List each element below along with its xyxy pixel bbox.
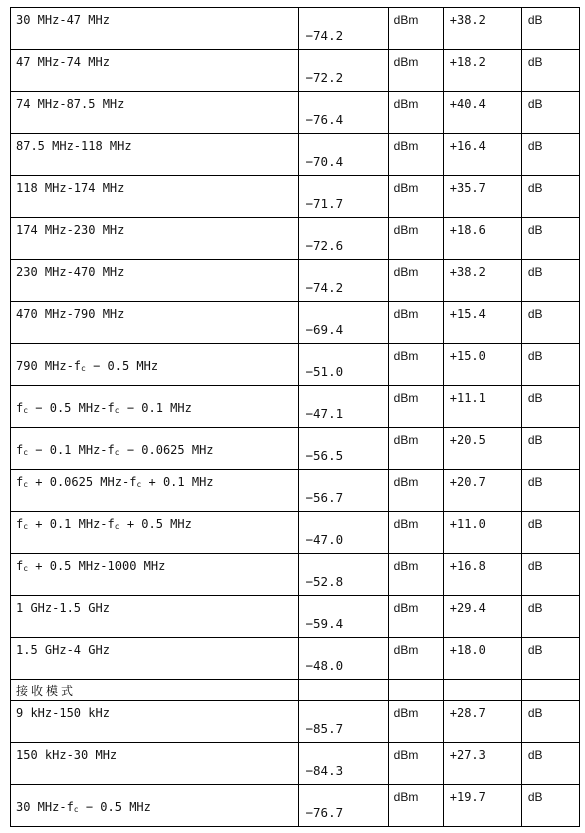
frequency-part: − 0.5 MHz (85, 359, 159, 373)
level-unit: dBm (393, 391, 419, 405)
margin-cell (443, 134, 521, 176)
margin-value: +28.7 (449, 706, 486, 720)
frequency-range: 1 GHz-1.5 GHz (16, 601, 110, 615)
table-row (11, 743, 580, 785)
level-cell (298, 260, 388, 302)
unit-cell (521, 638, 579, 680)
margin-unit: dB (527, 748, 543, 762)
margin-value: +18.0 (449, 643, 486, 657)
margin-value: +35.7 (449, 181, 486, 195)
margin-value: +20.5 (449, 433, 486, 447)
frequency-range: 230 MHz-470 MHz (16, 265, 125, 279)
empty-cell (388, 680, 443, 701)
frequency-range (16, 359, 158, 373)
unit-cell (388, 743, 443, 785)
level-value: −74.2 (305, 280, 344, 295)
unit-cell (388, 785, 443, 827)
table-row (11, 470, 580, 512)
frequency-part: + 0.5 MHz (119, 517, 192, 531)
frequency-range: 118 MHz-174 MHz (16, 181, 125, 195)
margin-cell (443, 470, 521, 512)
level-unit: dBm (393, 475, 419, 489)
unit-cell (521, 512, 579, 554)
frequency-part: + 0.1 MHz-f (28, 517, 115, 531)
unit-cell (388, 638, 443, 680)
margin-unit: dB (527, 139, 543, 153)
level-value: −76.7 (305, 805, 344, 820)
level-unit: dBm (393, 559, 419, 573)
margin-cell (443, 596, 521, 638)
level-unit: dBm (393, 601, 419, 615)
frequency-cell (11, 596, 299, 638)
frequency-part: f (16, 559, 24, 573)
level-value: −48.0 (305, 658, 344, 673)
empty-cell (443, 680, 521, 701)
level-cell (298, 554, 388, 596)
margin-unit: dB (527, 559, 543, 573)
level-value: −71.7 (305, 196, 344, 211)
margin-value: +11.0 (449, 517, 486, 531)
margin-value: +38.2 (449, 265, 486, 279)
frequency-range: 30 MHz-47 MHz (16, 13, 110, 27)
table-row (11, 218, 580, 260)
unit-cell (521, 8, 579, 50)
unit-cell (388, 344, 443, 386)
frequency-cell (11, 386, 299, 428)
table-row (11, 344, 580, 386)
unit-cell (521, 596, 579, 638)
level-unit: dBm (393, 643, 419, 657)
frequency-range (16, 475, 214, 489)
margin-value: +16.8 (449, 559, 486, 573)
frequency-cell (11, 218, 299, 260)
level-cell (298, 638, 388, 680)
margin-cell (443, 302, 521, 344)
level-value: −56.5 (305, 448, 344, 463)
margin-unit: dB (527, 265, 543, 279)
frequency-range (16, 517, 192, 531)
margin-unit: dB (527, 601, 543, 615)
section-header-row (11, 680, 580, 701)
level-cell (298, 176, 388, 218)
unit-cell (388, 50, 443, 92)
level-value: −84.3 (305, 763, 344, 778)
frequency-subscript: c (23, 480, 29, 489)
level-value: −56.7 (305, 490, 344, 505)
table-row (11, 512, 580, 554)
frequency-part: 790 MHz-f (16, 359, 82, 373)
table-row (11, 554, 580, 596)
frequency-subscript: c (23, 522, 29, 531)
frequency-range: 9 kHz-150 kHz (16, 706, 110, 720)
level-cell (298, 701, 388, 743)
frequency-range (16, 401, 192, 415)
level-cell (298, 470, 388, 512)
frequency-part: − 0.0625 MHz (119, 443, 214, 457)
level-cell (298, 344, 388, 386)
table-row (11, 428, 580, 470)
unit-cell (521, 134, 579, 176)
margin-unit: dB (527, 643, 543, 657)
level-cell (298, 428, 388, 470)
frequency-part: f (16, 443, 24, 457)
section-header-group (11, 680, 580, 701)
table-row (11, 638, 580, 680)
unit-cell (521, 470, 579, 512)
unit-cell (521, 428, 579, 470)
margin-cell (443, 92, 521, 134)
level-cell (298, 50, 388, 92)
frequency-cell (11, 8, 299, 50)
frequency-part: f (16, 517, 24, 531)
frequency-range (16, 559, 165, 573)
margin-value: +29.4 (449, 601, 486, 615)
level-cell (298, 386, 388, 428)
margin-unit: dB (527, 349, 543, 363)
table-row (11, 50, 580, 92)
unit-cell (521, 92, 579, 134)
level-value: −85.7 (305, 721, 344, 736)
margin-value: +19.7 (449, 790, 486, 804)
margin-value: +16.4 (449, 139, 486, 153)
margin-cell (443, 8, 521, 50)
level-value: −47.1 (305, 406, 344, 421)
margin-cell (443, 344, 521, 386)
frequency-subscript: c (114, 406, 120, 415)
frequency-part: − 0.1 MHz (119, 401, 192, 415)
frequency-subscript: c (23, 564, 29, 573)
frequency-cell (11, 470, 299, 512)
frequency-range: 470 MHz-790 MHz (16, 307, 125, 321)
unit-cell (388, 218, 443, 260)
margin-value: +20.7 (449, 475, 486, 489)
level-cell (298, 743, 388, 785)
level-unit: dBm (393, 55, 419, 69)
table-row (11, 260, 580, 302)
margin-cell (443, 638, 521, 680)
level-unit: dBm (393, 181, 419, 195)
level-value: −51.0 (305, 364, 344, 379)
unit-cell (388, 134, 443, 176)
unit-cell (521, 785, 579, 827)
unit-cell (388, 386, 443, 428)
margin-unit: dB (527, 55, 543, 69)
table-row (11, 785, 580, 827)
level-unit: dBm (393, 139, 419, 153)
unit-cell (521, 386, 579, 428)
frequency-part: − 0.5 MHz (78, 800, 151, 814)
margin-cell (443, 218, 521, 260)
unit-cell (521, 260, 579, 302)
frequency-subscript: c (73, 805, 79, 814)
level-unit: dBm (393, 307, 419, 321)
unit-cell (388, 701, 443, 743)
margin-cell (443, 785, 521, 827)
unit-cell (521, 50, 579, 92)
emission-limits-table (10, 7, 580, 827)
unit-cell (521, 554, 579, 596)
margin-cell (443, 386, 521, 428)
margin-value: +38.2 (449, 13, 486, 27)
frequency-range: 87.5 MHz-118 MHz (16, 139, 132, 153)
level-unit: dBm (393, 517, 419, 531)
margin-cell (443, 743, 521, 785)
margin-value: +11.1 (449, 391, 486, 405)
frequency-cell (11, 302, 299, 344)
level-unit: dBm (393, 790, 419, 804)
margin-value: +40.4 (449, 97, 486, 111)
unit-cell (388, 554, 443, 596)
frequency-part: + 0.1 MHz (141, 475, 214, 489)
margin-cell (443, 50, 521, 92)
margin-value: +18.6 (449, 223, 486, 237)
level-cell (298, 785, 388, 827)
unit-cell (388, 470, 443, 512)
frequency-part: − 0.1 MHz-f (28, 443, 115, 457)
unit-cell (388, 260, 443, 302)
level-unit: dBm (393, 349, 419, 363)
level-unit: dBm (393, 97, 419, 111)
unit-cell (521, 176, 579, 218)
frequency-part: − 0.5 MHz-f (28, 401, 115, 415)
unit-cell (521, 344, 579, 386)
frequency-subscript: c (23, 448, 29, 457)
frequency-cell (11, 701, 299, 743)
unit-cell (388, 92, 443, 134)
frequency-cell (11, 92, 299, 134)
margin-unit: dB (527, 433, 543, 447)
table-body-lower (11, 701, 580, 827)
frequency-cell (11, 176, 299, 218)
unit-cell (388, 176, 443, 218)
level-value: −72.6 (305, 238, 344, 253)
frequency-cell (11, 344, 299, 386)
level-value: −72.2 (305, 70, 344, 85)
frequency-part: f (16, 401, 24, 415)
unit-cell (388, 428, 443, 470)
unit-cell (388, 8, 443, 50)
margin-cell (443, 554, 521, 596)
table-row (11, 596, 580, 638)
frequency-range: 1.5 GHz-4 GHz (16, 643, 110, 657)
margin-unit: dB (527, 517, 543, 531)
level-value: −69.4 (305, 322, 344, 337)
margin-unit: dB (527, 181, 543, 195)
unit-cell (388, 512, 443, 554)
margin-cell (443, 260, 521, 302)
margin-unit: dB (527, 13, 543, 27)
table-row (11, 386, 580, 428)
frequency-range: 74 MHz-87.5 MHz (16, 97, 125, 111)
table-row (11, 302, 580, 344)
unit-cell (521, 743, 579, 785)
frequency-range (16, 443, 214, 457)
frequency-range: 150 kHz-30 MHz (16, 748, 118, 762)
level-cell (298, 218, 388, 260)
margin-unit: dB (527, 790, 543, 804)
margin-value: +27.3 (449, 748, 486, 762)
margin-cell (443, 701, 521, 743)
level-unit: dBm (393, 13, 419, 27)
frequency-cell (11, 743, 299, 785)
level-cell (298, 512, 388, 554)
frequency-cell (11, 50, 299, 92)
level-value: −47.0 (305, 532, 344, 547)
frequency-part: 30 MHz-f (16, 800, 74, 814)
frequency-part: + 0.5 MHz-1000 MHz (28, 559, 166, 573)
frequency-part: + 0.0625 MHz-f (28, 475, 137, 489)
frequency-subscript: c (81, 364, 86, 373)
margin-cell (443, 428, 521, 470)
level-cell (298, 8, 388, 50)
frequency-range: 174 MHz-230 MHz (16, 223, 125, 237)
level-cell (298, 302, 388, 344)
level-unit: dBm (393, 706, 419, 720)
level-unit: dBm (393, 223, 419, 237)
margin-unit: dB (527, 391, 543, 405)
frequency-cell (11, 512, 299, 554)
unit-cell (388, 596, 443, 638)
frequency-cell (11, 428, 299, 470)
level-value: −70.4 (305, 154, 344, 169)
margin-cell (443, 512, 521, 554)
frequency-subscript: c (114, 448, 120, 457)
level-cell (298, 92, 388, 134)
unit-cell (388, 302, 443, 344)
level-unit: dBm (393, 748, 419, 762)
unit-cell (521, 218, 579, 260)
section-title: 接收模式 (16, 684, 77, 698)
table-row (11, 176, 580, 218)
empty-cell (298, 680, 388, 701)
unit-cell (521, 701, 579, 743)
frequency-cell (11, 785, 299, 827)
level-cell (298, 596, 388, 638)
margin-unit: dB (527, 706, 543, 720)
margin-value: +18.2 (449, 55, 486, 69)
frequency-subscript: c (23, 406, 29, 415)
level-unit: dBm (393, 265, 419, 279)
level-cell (298, 134, 388, 176)
frequency-cell (11, 554, 299, 596)
margin-unit: dB (527, 97, 543, 111)
table-row (11, 701, 580, 743)
margin-cell (443, 176, 521, 218)
empty-cell (521, 680, 579, 701)
margin-value: +15.4 (449, 307, 486, 321)
frequency-subscript: c (136, 480, 142, 489)
table-row (11, 92, 580, 134)
level-value: −76.4 (305, 112, 344, 127)
frequency-cell (11, 134, 299, 176)
level-value: −52.8 (305, 574, 344, 589)
margin-unit: dB (527, 475, 543, 489)
table-body-upper (11, 8, 580, 680)
margin-value: +15.0 (449, 349, 486, 363)
section-title-cell (11, 680, 299, 701)
unit-cell (521, 302, 579, 344)
level-value: −74.2 (305, 28, 344, 43)
frequency-cell (11, 638, 299, 680)
table-row (11, 134, 580, 176)
frequency-part: f (16, 475, 24, 489)
frequency-range: 47 MHz-74 MHz (16, 55, 110, 69)
frequency-cell (11, 260, 299, 302)
level-unit: dBm (393, 433, 419, 447)
margin-unit: dB (527, 307, 543, 321)
level-value: −59.4 (305, 616, 344, 631)
frequency-subscript: c (114, 522, 120, 531)
frequency-range (16, 800, 151, 814)
table-row (11, 8, 580, 50)
margin-unit: dB (527, 223, 543, 237)
